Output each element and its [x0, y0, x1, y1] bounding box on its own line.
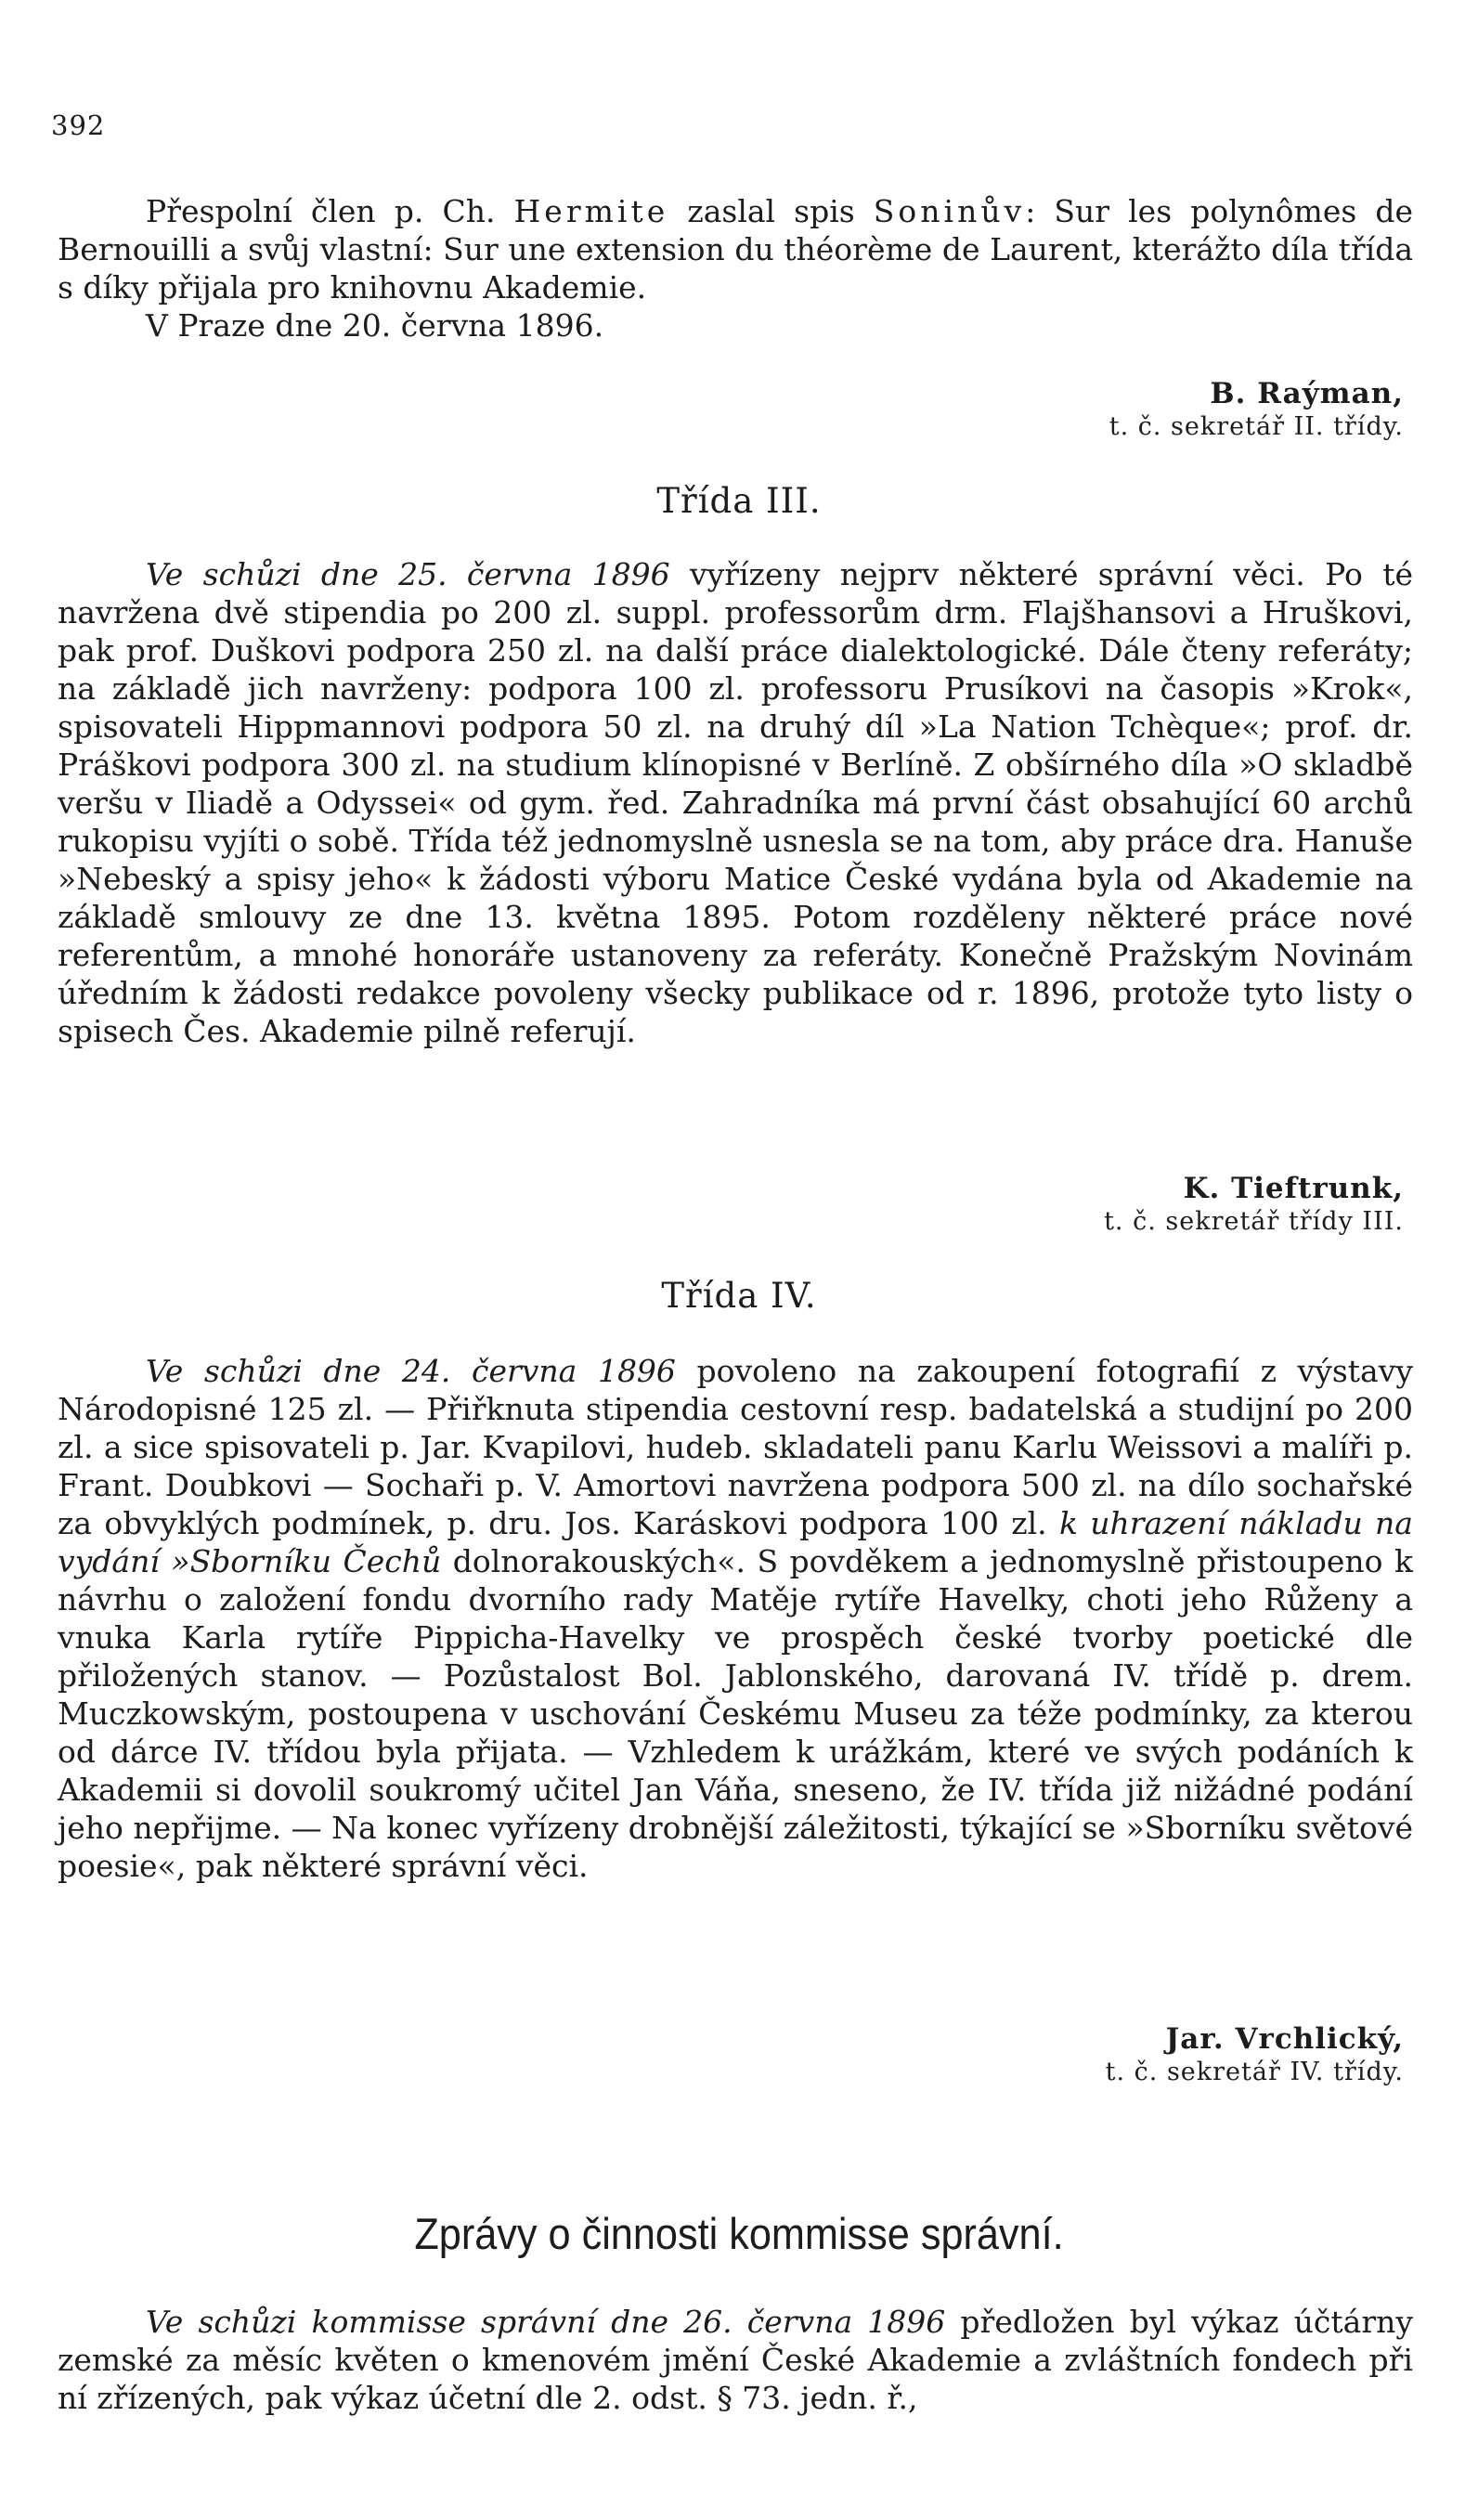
commission-section [58, 2303, 1413, 2417]
page-number: 392 [51, 110, 106, 141]
signature-class-3 [1104, 1172, 1404, 1239]
intro-section [58, 192, 1413, 344]
heading-class-3: Třída III. [656, 481, 822, 521]
intro-text-2: zaslal spis [668, 193, 874, 229]
commission-text: předložen byl výkaz účtárny zemské za měsíc květen o kmenovém jmění České Akademie a zvláštních fondech při ní zřízených, pak výkaz účetní dle 2. odst. § 73. jedn. ř., [58, 2304, 1413, 2416]
signature-role: t. č. sekretář IV. třídy. [1105, 2058, 1404, 2086]
name-sonin: Soninův [873, 193, 1026, 229]
class-4-paragraph [58, 1352, 1413, 1885]
signature-name: K. Tieftrunk, [1183, 1172, 1404, 1205]
date-line: V Praze dne 20. června 1896. [146, 307, 604, 344]
name-hermite: Hermite [513, 193, 669, 229]
session-date: Ve schůzi dne 25. června 1896 [146, 556, 670, 592]
signature-class-4 [1106, 2022, 1404, 2089]
class-4-text: povoleno na zakoupení fotografií z výstavy Národopisné 125 zl. — Přiřknuta stipendia cestovní resp. badatelská a studijní po 200 zl. a sice spisovateli p. Jar. Kvapilovi, hudeb. skladateli panu Karlu Weissovi a malíři p. Frant. Doubkovi — Sochaři p. V. Amortovi navržena podpora 500 zl. na dílo sochařské za obvyklých podmínek, p. dru. Jos. Karáskovi podpora 100 zl. [58, 1353, 1413, 1541]
class-3-text: vyřízeny nejprv některé správní věci. Po té navržena dvě stipendia po 200 zl. suppl. professorům drm. Flajšhansovi a Hruškovi, pak prof. Duškovi podpora 250 zl. na další práce dialektologické. Dále čteny referáty; na základě jich navrženy: podpora 100 zl. professoru Prusíkovi na časopis »Krok«, spisovateli Hippmannovi podpora 50 zl. na druhý díl »La Nation Tchèque«; prof. dr. Práškovi podpora 300 zl. na studium klínopisné v Berlíně. Z obšírného díla »O skladbě veršu v Iliadě a Odyssei« od gym. řed. Zahradníka má první část obsahující 60 archů rukopisu vyjíti o sobě. Třída též jednomyslně usnesla se na tom, aby práce dra. Hanuše »Nebeský a spisy jeho« k žádosti výboru Matice České vydána byla od Akademie na základě smlouvy ze dne 13. května 1895. Potom rozděleny některé práce nové referentům, a mnohé honoráře ustanoveny za referáty. Konečně Pražským Novinám úředním k žádosti redakce povoleny všecky publikace od r. 1896, protože tyto listy o spisech Čes. Akademie pilně referují. [58, 556, 1413, 1049]
intro-text-3: : Sur les polynômes de Bernouilli a svůj vlastní: Sur une extension du théorème de Laurent, kterážto díla třída s díky přijala pro knihovnu Akademie. [58, 193, 1414, 305]
class-4-text-2: dolnorakouských«. S povděkem a jednomyslně přistoupeno k návrhu o založení fondu dvorního rady Matěje rytíře Havelky, choti jeho Růženy a vnuka Karla rytíře Pippicha-Havelky ve prospěch české tvorby poetické dle přiložených stanov. — Pozůstalost Bol. Jablonského, darovaná IV. třídě p. drem. Muczkowským, postoupena v uschování Českému Museu za téže podmínky, za kterou od dárce IV. třídou byla přijata. — Vzhledem k urážkám, které ve svých podáních k Akademii si dovolil soukromý učitel Jan Váňa, sneseno, že IV. třída již nižádné podání jeho nepřijme. — Na konec vyřízeny drobnější záležitosti, týkající se »Sborníku světové poesie«, pak některé správní věci. [58, 1543, 1413, 1884]
heading-class-4: Třída IV. [661, 1276, 817, 1316]
signature-class-2 [1109, 377, 1404, 444]
session-date: Ve schůzi kommisse správní dne 26. června 1896 [146, 2304, 946, 2340]
signature-role: t. č. sekretář II. třídy. [1108, 412, 1404, 441]
class-3-paragraph [58, 555, 1413, 1050]
class-4-section [58, 1352, 1413, 1885]
session-date: Ve schůzi dne 24. června 1896 [146, 1353, 676, 1389]
signature-name: B. Raýman, [1210, 377, 1404, 410]
commission-title: Zprávy o činnosti kommisse správní. [414, 2209, 1064, 2258]
intro-text-1: Přespolní člen p. Ch. [146, 193, 514, 229]
class-3-section [58, 555, 1413, 1050]
signature-role: t. č. sekretář třídy III. [1104, 1207, 1404, 1236]
commission-paragraph [58, 2303, 1413, 2417]
intro-paragraph [58, 192, 1413, 306]
class-4-italic-text: k uhrazení nákladu na vydání »Sborníku Čechů [58, 1505, 1413, 1579]
signature-name: Jar. Vrchlický, [1165, 2022, 1404, 2056]
